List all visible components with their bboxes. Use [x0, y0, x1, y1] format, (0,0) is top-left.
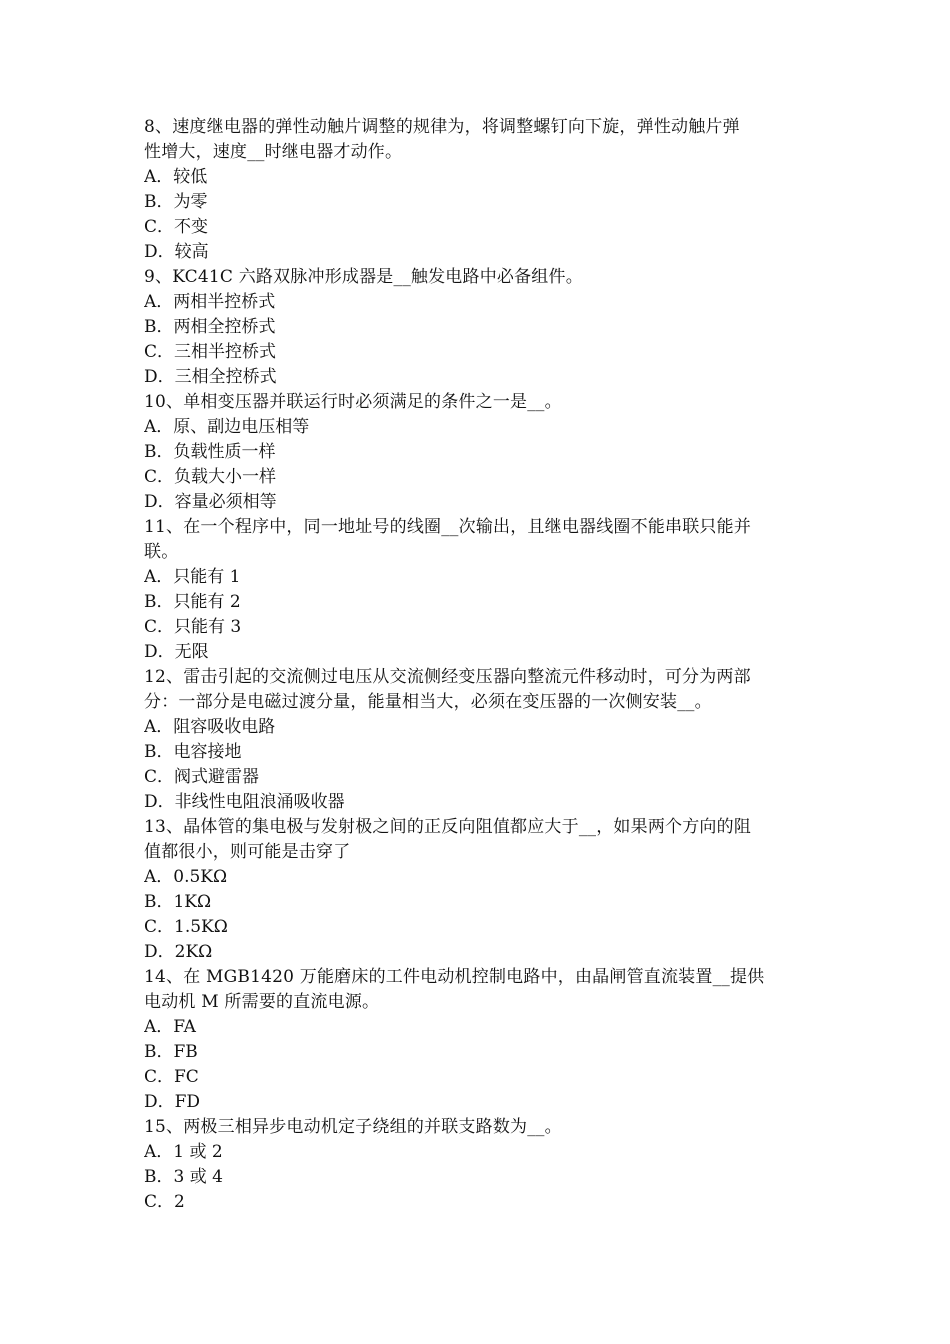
option-c: C．1.5KΩ — [144, 917, 228, 937]
option-c: C．阀式避雷器 — [144, 767, 260, 787]
question-stem-line: 13、晶体管的集电极与发射极之间的正反向阻值都应大于__，如果两个方向的阻 — [144, 817, 752, 837]
question-stem-line: 联。 — [144, 542, 179, 562]
options-q9 — [144, 290, 810, 390]
option-b: B．1KΩ — [144, 892, 212, 912]
question-stem-line: 11、在一个程序中，同一地址号的线圈__次输出，且继电器线圈不能串联只能并 — [144, 517, 752, 537]
question-stem-line: 性增大，速度__时继电器才动作。 — [144, 142, 403, 162]
option-a: A．只能有 1 — [144, 567, 241, 587]
question-list — [144, 115, 810, 1215]
option-d: D．2KΩ — [144, 942, 213, 962]
option-b: B．3 或 4 — [144, 1167, 223, 1187]
option-b: B．只能有 2 — [144, 592, 241, 612]
options-q15 — [144, 1140, 810, 1215]
option-b: B．负载性质一样 — [144, 442, 276, 462]
option-c: C．2 — [144, 1192, 185, 1212]
question-stem-line: 值都很小，则可能是击穿了 — [144, 842, 351, 862]
options-q11 — [144, 565, 810, 665]
option-c: C．三相半控桥式 — [144, 342, 277, 362]
option-a: A．阻容吸收电路 — [144, 717, 276, 737]
option-c: C．负载大小一样 — [144, 467, 277, 487]
question-15 — [144, 1115, 810, 1140]
option-b: B．两相全控桥式 — [144, 317, 276, 337]
option-b: B．电容接地 — [144, 742, 242, 762]
question-8 — [144, 115, 810, 165]
option-c: C．不变 — [144, 217, 209, 237]
option-d: D．无限 — [144, 642, 209, 662]
option-a: A．FA — [144, 1017, 196, 1037]
question-stem-line: 分：一部分是电磁过渡分量，能量相当大，必须在变压器的一次侧安装__。 — [144, 692, 712, 712]
option-b: B．为零 — [144, 192, 208, 212]
question-stem-line: 9、KC41C 六路双脉冲形成器是__触发电路中必备组件。 — [144, 267, 583, 287]
options-q13 — [144, 865, 810, 965]
question-10 — [144, 390, 810, 415]
question-14 — [144, 965, 810, 1015]
question-stem-line: 12、雷击引起的交流侧过电压从交流侧经变压器向整流元件移动时，可分为两部 — [144, 667, 751, 687]
option-d: D．非线性电阻浪涌吸收器 — [144, 792, 345, 812]
options-q8 — [144, 165, 810, 265]
option-b: B．FB — [144, 1042, 198, 1062]
question-stem-line: 15、两极三相异步电动机定子绕组的并联支路数为__。 — [144, 1117, 562, 1137]
option-c: C．FC — [144, 1067, 199, 1087]
question-stem-line: 10、单相变压器并联运行时必须满足的条件之一是__。 — [144, 392, 562, 412]
option-a: A．1 或 2 — [144, 1142, 223, 1162]
question-11 — [144, 515, 810, 565]
option-d: D．FD — [144, 1092, 201, 1112]
option-d: D．容量必须相等 — [144, 492, 277, 512]
question-12 — [144, 665, 810, 715]
options-q14 — [144, 1015, 810, 1115]
option-d: D．较高 — [144, 242, 209, 262]
option-c: C．只能有 3 — [144, 617, 242, 637]
question-9 — [144, 265, 810, 290]
options-q12 — [144, 715, 810, 815]
question-stem-line: 8、速度继电器的弹性动触片调整的规律为，将调整螺钉向下旋，弹性动触片弹 — [144, 117, 740, 137]
option-a: A．0.5KΩ — [144, 867, 228, 887]
option-a: A．原、副边电压相等 — [144, 417, 310, 437]
option-a: A．两相半控桥式 — [144, 292, 276, 312]
question-stem-line: 电动机 M 所需要的直流电源。 — [144, 992, 380, 1012]
option-a: A．较低 — [144, 167, 208, 187]
question-stem-line: 14、在 MGB1420 万能磨床的工件电动机控制电路中，由晶闸管直流装置__提供 — [144, 967, 765, 987]
option-d: D．三相全控桥式 — [144, 367, 277, 387]
question-13 — [144, 815, 810, 865]
options-q10 — [144, 415, 810, 515]
